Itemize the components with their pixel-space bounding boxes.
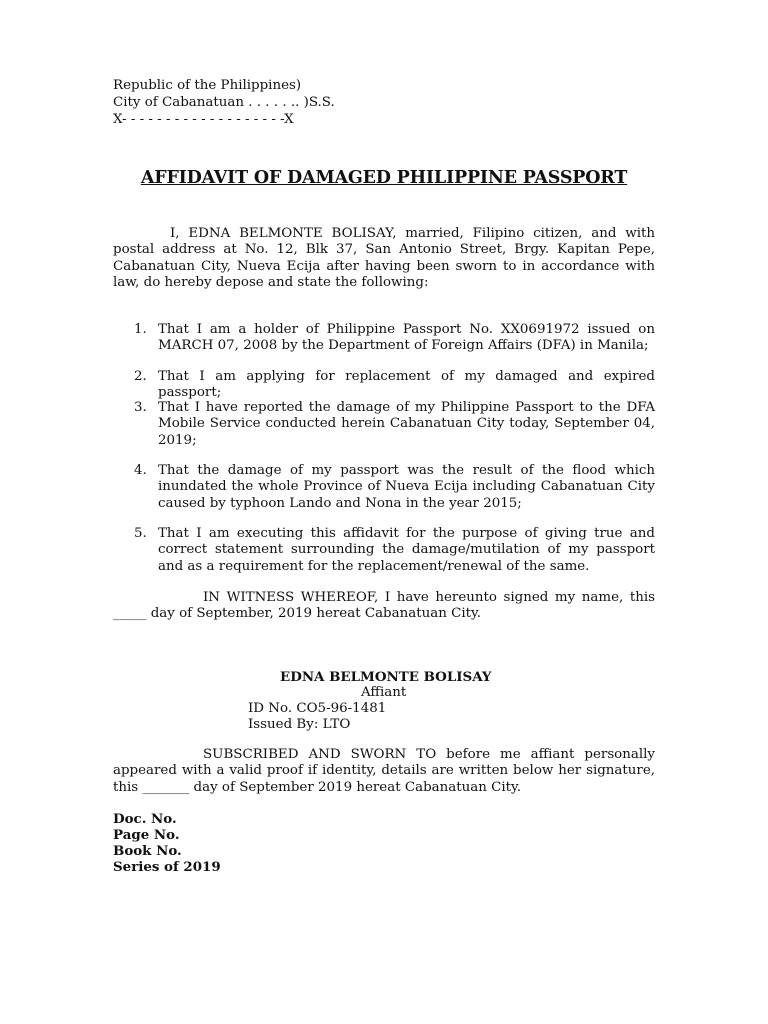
item-text-5: That I am executing this affidavit for the purpose of giving true and correct statement surrounding the damage/mutilation of my passport and as a requirement for the replacement/renewal of the same. (158, 526, 655, 574)
witness-paragraph: IN WITNESS WHEREOF, I have hereunto signed my name, this _____ day of September, 2019 hereat Cabanatuan City. (113, 590, 655, 622)
item-text-2: That I am applying for replacement of my damaged and expired passport; (158, 369, 655, 401)
venue-line-2: City of Cabanatuan . . . . . .. )S.S. (113, 95, 335, 110)
document-title: AFFIDAVIT OF DAMAGED PHILIPPINE PASSPORT (140, 168, 628, 188)
item-text-1: That I am a holder of Philippine Passport No. XX0691972 issued on MARCH 07, 2008 by the Department of Foreign Affairs (DFA) in Manila; (158, 322, 655, 354)
venue-line-3: X- - - - - - - - - - - - - - - - - - -X (113, 112, 294, 127)
intro-paragraph: I, EDNA BELMONTE BOLISAY, married, Filipino citizen, and with postal address at No. 12, Blk 37, San Antonio Street, Brgy. Kapitan Pepe, Cabanatuan City, Nueva Ecija after having been sworn to in accordance with law, do hereby depose and state the following: (113, 226, 655, 290)
notary-page-no: Page No. (113, 827, 180, 843)
item-number-5: 5. (134, 526, 147, 541)
affiant-role: Affiant (361, 685, 407, 700)
item-number-1: 1. (134, 322, 147, 337)
item-number-2: 2. (134, 369, 147, 384)
item-number-4: 4. (134, 463, 147, 478)
item-text-3: That I have reported the damage of my Philippine Passport to the DFA Mobile Service conducted herein Cabanatuan City today, September 04, 2019; (158, 400, 655, 448)
item-text-4: That the damage of my passport was the result of the flood which inundated the whole Province of Nueva Ecija including Cabanatuan City caused by typhoon Lando and Nona in the year 2015; (158, 463, 655, 511)
item-number-3: 3. (134, 400, 147, 415)
affiant-issued-by: Issued By: LTO (248, 717, 351, 732)
venue-line-1: Republic of the Philippines) (113, 78, 302, 93)
affiant-name: EDNA BELMONTE BOLISAY (280, 669, 492, 685)
notary-book-no: Book No. (113, 843, 182, 859)
jurat-paragraph: SUBSCRIBED AND SWORN TO before me affiant personally appeared with a valid proof if identity, details are written below her signature, this _______ day of September 2019 hereat Cabanatuan City. (113, 747, 655, 795)
notary-doc-no: Doc. No. (113, 811, 177, 827)
notary-series: Series of 2019 (113, 859, 221, 875)
affiant-id: ID No. CO5-96-1481 (248, 701, 387, 716)
